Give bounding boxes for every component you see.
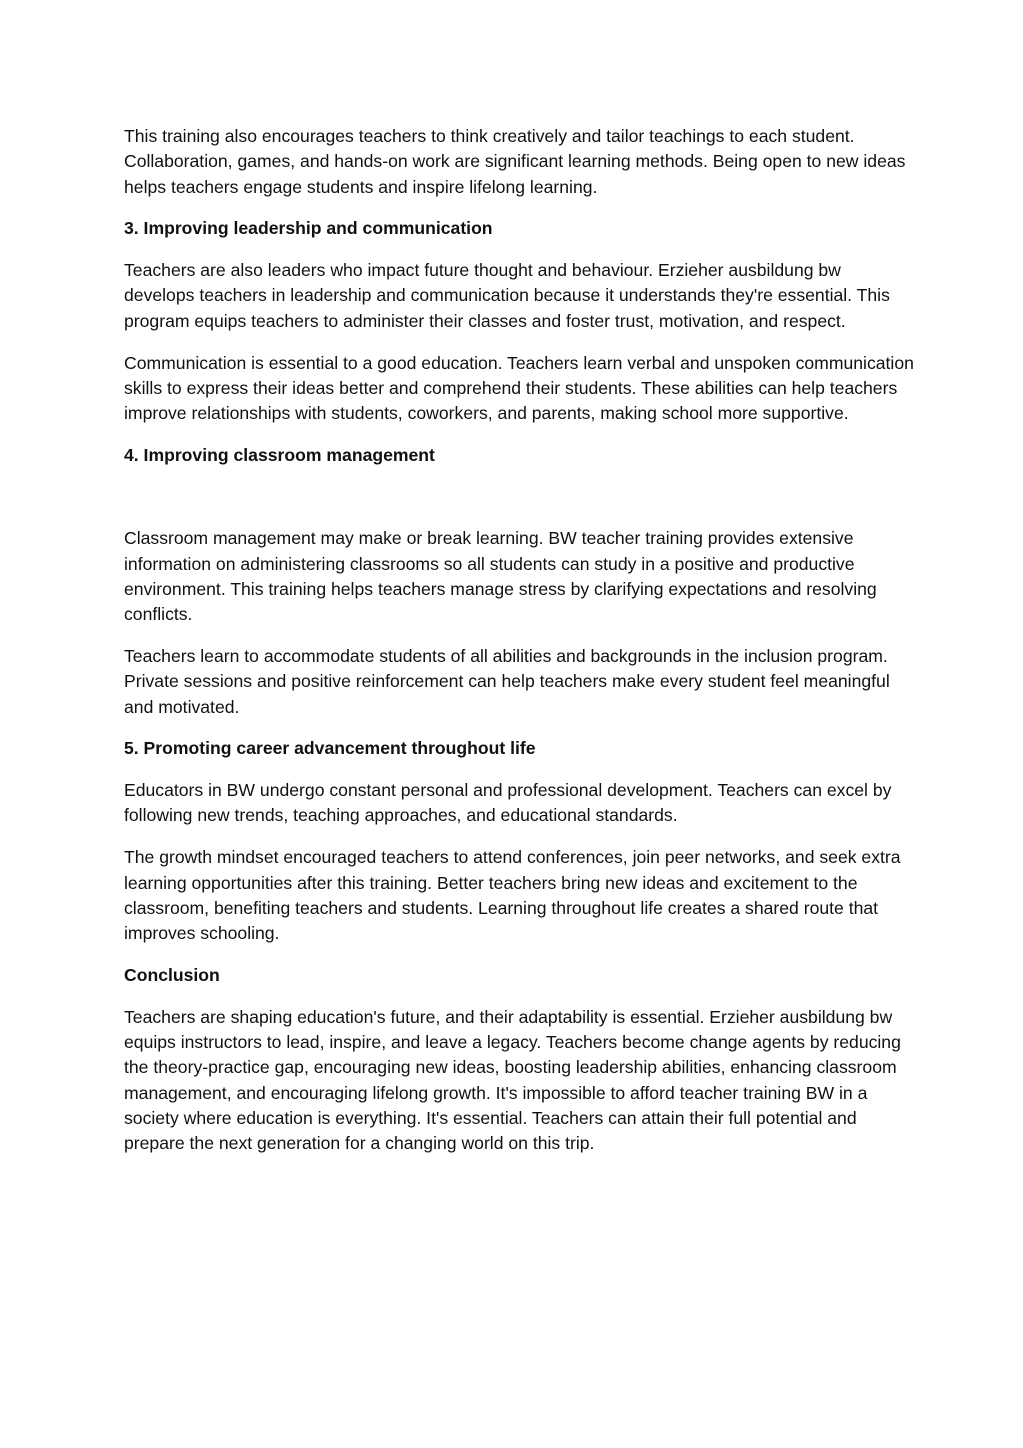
paragraph-creative-teaching: This training also encourages teachers to think creatively and tailor teachings to each student. Collaboration, games, and hands-on work are significant learning methods. Being open to new ideas helps teachers engage students and inspire lifelong learning. [124, 126, 906, 197]
paragraph-communication: Communication is essential to a good education. Teachers learn verbal and unspoken communication skills to express their ideas better and comprehend their students. These abilities can help teachers improve relationships with students, coworkers, and parents, making school more supportive. [124, 352, 914, 424]
heading-conclusion: Conclusion [124, 964, 220, 985]
paragraph-inclusion: Teachers learn to accommodate students of all abilities and backgrounds in the inclusion program. Private sessions and positive reinforcement can help teachers make every student feel meaningful and motivated. [124, 645, 890, 717]
document-body [124, 124, 914, 1173]
paragraph-professional-development: Educators in BW undergo constant personal and professional development. Teachers can excel by following new trends, teaching approaches, and educational standards. [124, 780, 892, 826]
paragraph-conclusion: Teachers are shaping education's future, and their adaptability is essential. Erzieher ausbildung bw equips instructors to lead, inspire, and leave a legacy. Teachers become change agents by reducing the theory-practice gap, encouraging new ideas, boosting leadership abilities, enhancing classroom management, and encouraging lifelong growth. It's impossible to afford teacher training BW in a society where education is everything. It's essential. Teachers can attain their full potential and prepare the next generation for a changing world on this trip. [124, 1006, 901, 1154]
paragraph-leadership: Teachers are also leaders who impact future thought and behaviour. Erzieher ausbildung bw develops teachers in leadership and communication because it understands they're essential. This program equips teachers to administer their classes and foster trust, motivation, and respect. [124, 260, 890, 331]
heading-classroom-management: 4. Improving classroom management [124, 444, 435, 465]
paragraph-growth-mindset: The growth mindset encouraged teachers to attend conferences, join peer networks, and seek extra learning opportunities after this training. Better teachers bring new ideas and excitement to the classroom, benefiting teachers and students. Learning throughout life creates a shared route that improves schooling. [124, 847, 901, 944]
heading-career-advancement: 5. Promoting career advancement throughout life [124, 738, 536, 759]
paragraph-classroom-management: Classroom management may make or break learning. BW teacher training provides extensive information on administering classrooms so all students can study in a positive and productive environment. This training helps teachers manage stress by clarifying expectations and resolving conflicts. [124, 528, 877, 625]
heading-leadership-communication: 3. Improving leadership and communication [124, 218, 493, 239]
